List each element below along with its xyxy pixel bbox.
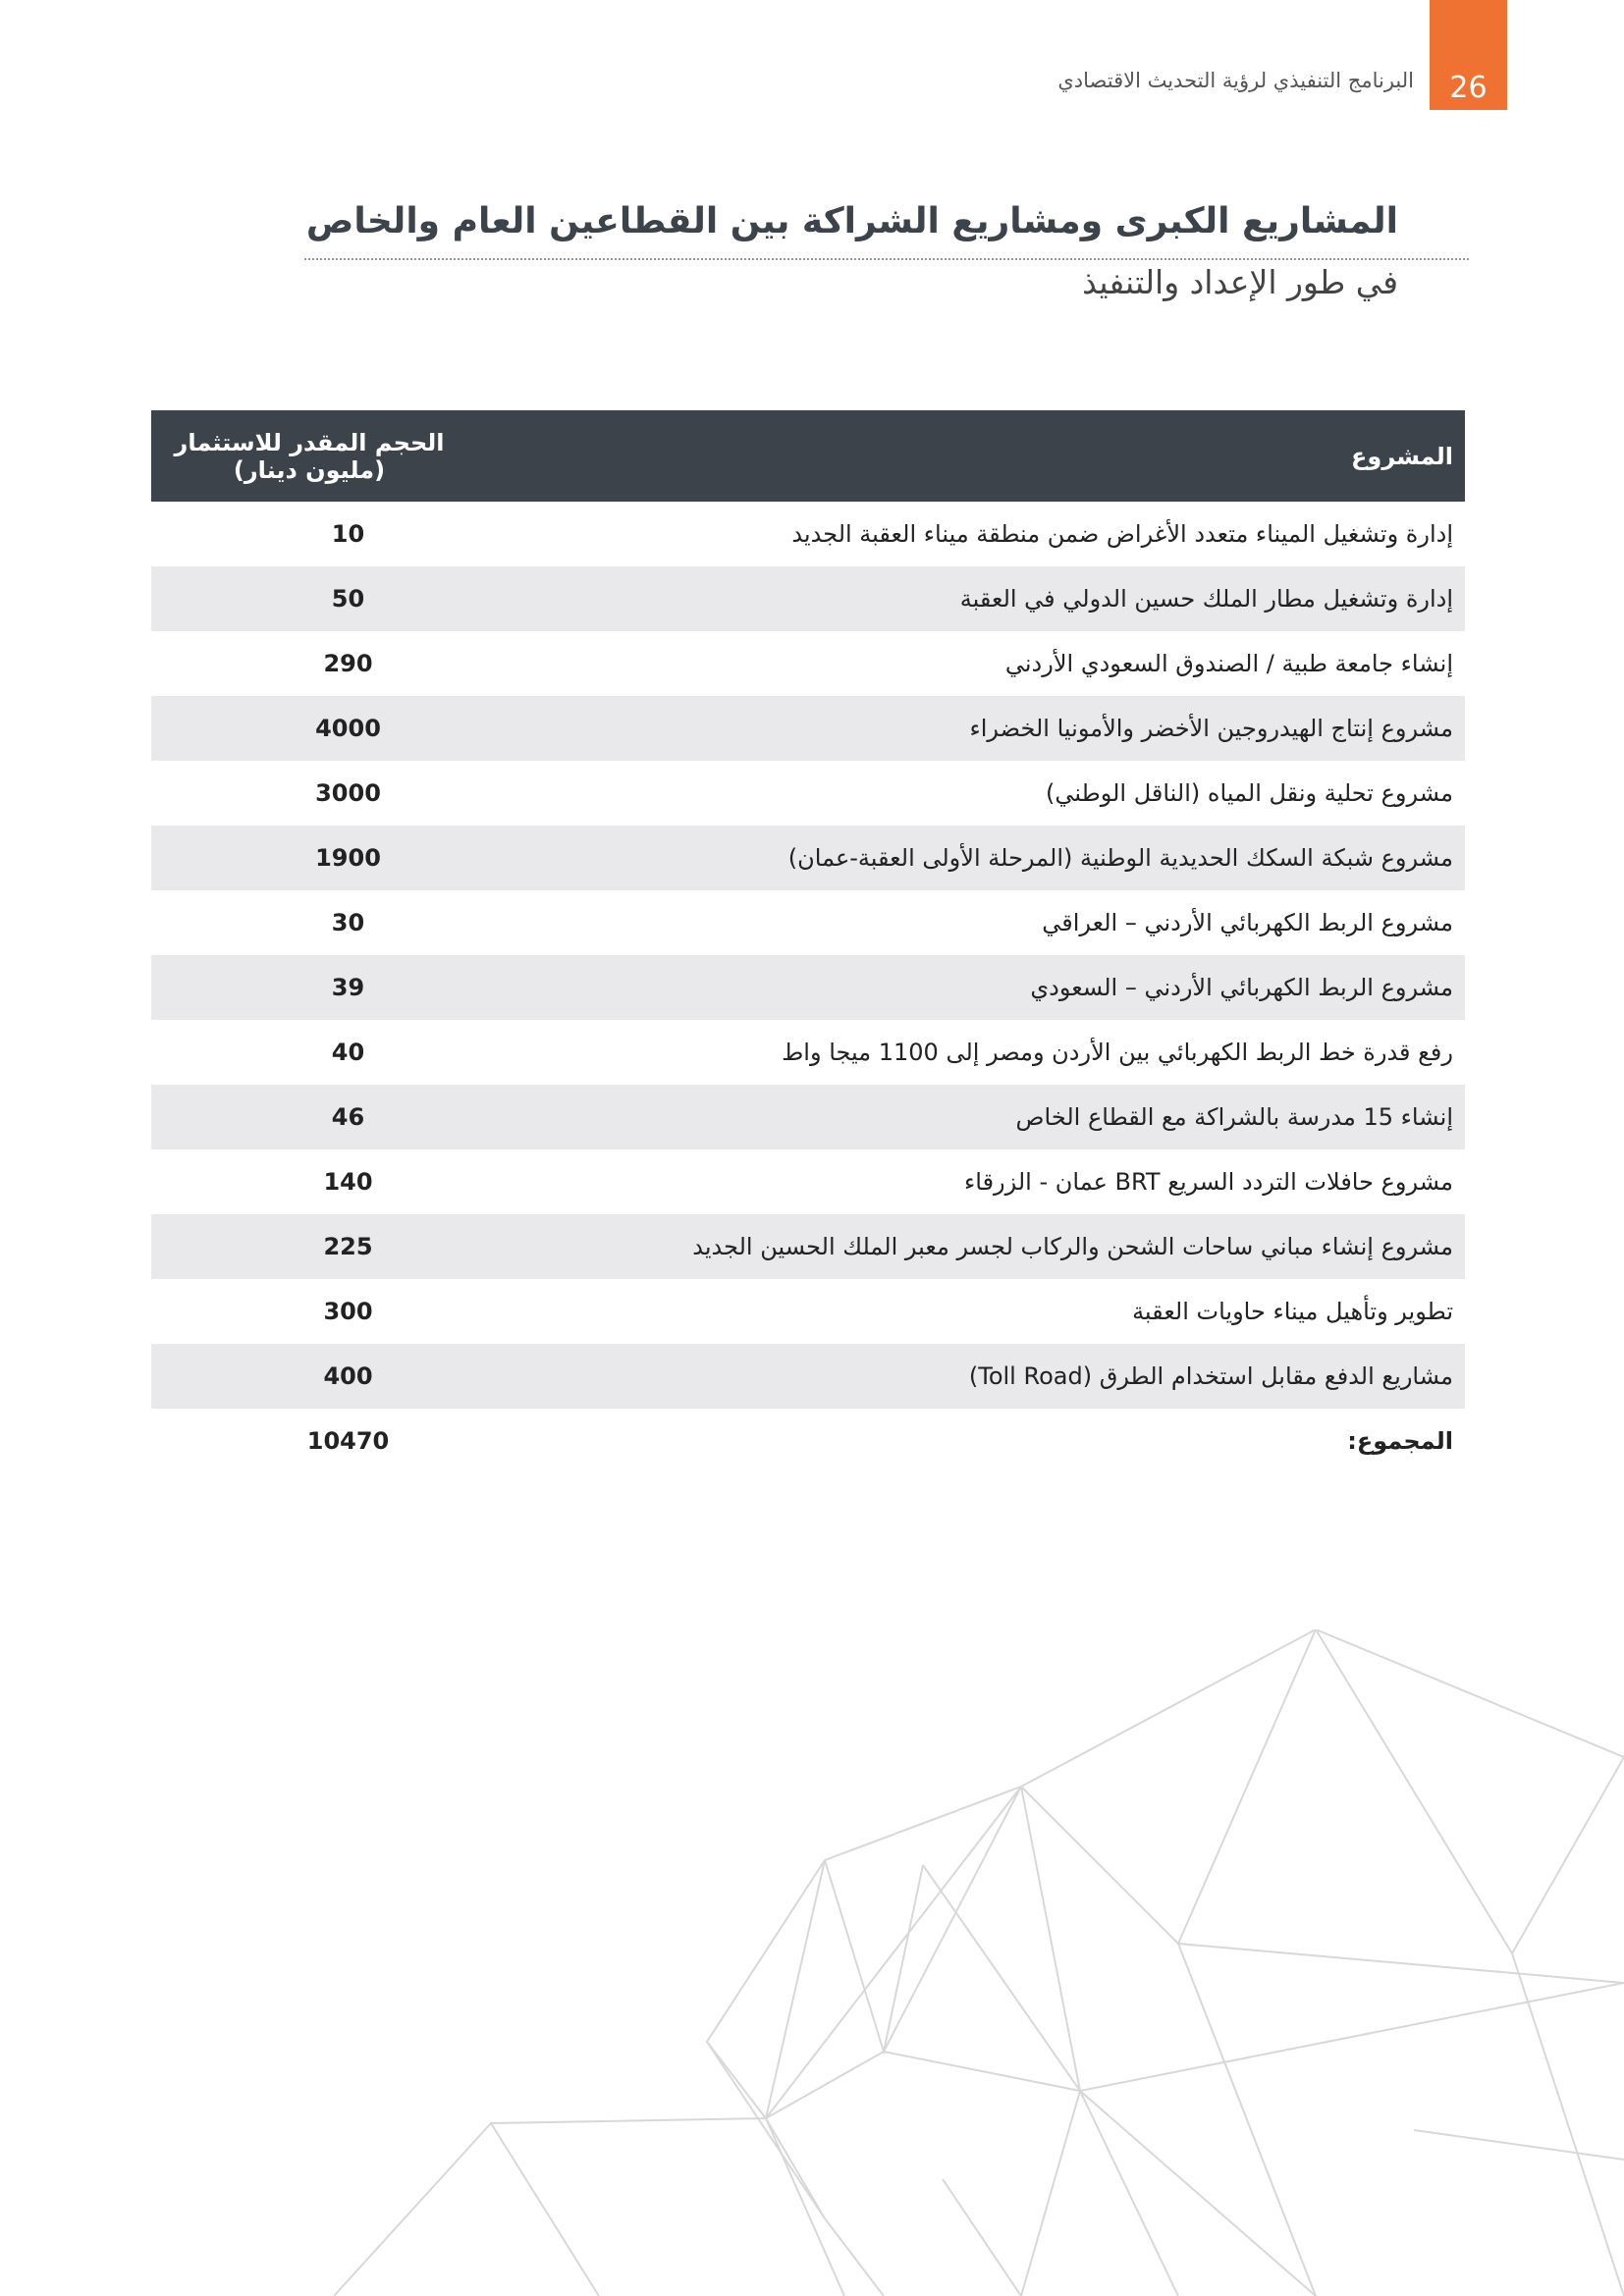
column-header-investment: الحجم المقدر للاستثمار (مليون دينار): [151, 410, 467, 502]
column-header-project: المشروع: [467, 410, 1465, 502]
project-name: مشروع تحلية ونقل المياه (الناقل الوطني): [1046, 779, 1453, 807]
table-row: [151, 502, 1465, 566]
geometric-pattern-decoration: [334, 1629, 1624, 2296]
investment-value: 46: [151, 1085, 467, 1149]
project-name: مشروع حافلات التردد السريع BRT عمان - الزرقاء: [963, 1168, 1453, 1196]
project-name: تطوير وتأهيل ميناء حاويات العقبة: [1132, 1298, 1453, 1325]
table-header: [151, 410, 1465, 502]
total-value: 10470: [306, 1427, 390, 1455]
total-row: [151, 1409, 1465, 1473]
project-name: مشروع الربط الكهربائي الأردني – العراقي: [1042, 909, 1453, 936]
table-row: [151, 566, 1465, 631]
title-divider: [304, 258, 1469, 260]
table-row: [151, 1214, 1465, 1279]
project-name: مشروع إنشاء مباني ساحات الشحن والركاب لجسر معبر الملك الحسين الجديد: [467, 1214, 1465, 1279]
table-row: [151, 1020, 1465, 1085]
table-row: [151, 955, 1465, 1020]
investment-value: 39: [151, 955, 467, 1020]
investment-value: 290: [323, 650, 373, 677]
running-title: البرنامج التنفيذي لرؤية التحديث الاقتصادي: [1057, 69, 1414, 92]
table-row: [151, 1085, 1465, 1149]
project-name: مشاريع الدفع مقابل استخدام الطرق (Toll Road): [467, 1344, 1465, 1409]
page-title: المشاريع الكبرى ومشاريع الشراكة بين القطاعين العام والخاص: [305, 201, 1398, 241]
investment-value: 50: [151, 566, 467, 631]
table-row: [151, 826, 1465, 890]
project-name: إدارة وتشغيل مطار الملك حسين الدولي في العقبة: [467, 566, 1465, 631]
investment-value: 140: [323, 1168, 373, 1196]
table-row: [151, 890, 1465, 955]
investment-value: 3000: [315, 779, 381, 807]
table-row: [151, 631, 1465, 696]
table-row: [151, 1344, 1465, 1409]
project-name: إنشاء جامعة طبية / الصندوق السعودي الأردني: [1004, 650, 1453, 677]
investment-value: 4000: [151, 696, 467, 761]
table-row: [151, 1149, 1465, 1214]
page-number: 26: [1430, 0, 1507, 110]
investment-value: 225: [151, 1214, 467, 1279]
investment-value: 300: [323, 1298, 373, 1325]
project-name: مشروع الربط الكهربائي الأردني – السعودي: [467, 955, 1465, 1020]
table-row: [151, 761, 1465, 826]
project-name: رفع قدرة خط الربط الكهربائي بين الأردن ومصر إلى 1100 ميجا واط: [782, 1039, 1453, 1066]
investment-value: 400: [151, 1344, 467, 1409]
total-label: المجموع:: [1347, 1427, 1453, 1455]
table-row: [151, 696, 1465, 761]
investment-value: 30: [331, 909, 365, 936]
page-subtitle: في طور الإعداد والتنفيذ: [1082, 263, 1398, 301]
investment-value: 40: [331, 1039, 365, 1066]
project-name: إنشاء 15 مدرسة بالشراكة مع القطاع الخاص: [467, 1085, 1465, 1149]
project-name: مشروع شبكة السكك الحديدية الوطنية (المرحلة الأولى العقبة-عمان): [467, 826, 1465, 890]
table-row: [151, 1279, 1465, 1344]
projects-table: [151, 410, 1465, 1473]
project-name: مشروع إنتاج الهيدروجين الأخضر والأمونيا الخضراء: [467, 696, 1465, 761]
investment-value: 1900: [151, 826, 467, 890]
investment-value: 10: [331, 520, 365, 548]
project-name: إدارة وتشغيل الميناء متعدد الأغراض ضمن منطقة ميناء العقبة الجديد: [791, 520, 1453, 548]
